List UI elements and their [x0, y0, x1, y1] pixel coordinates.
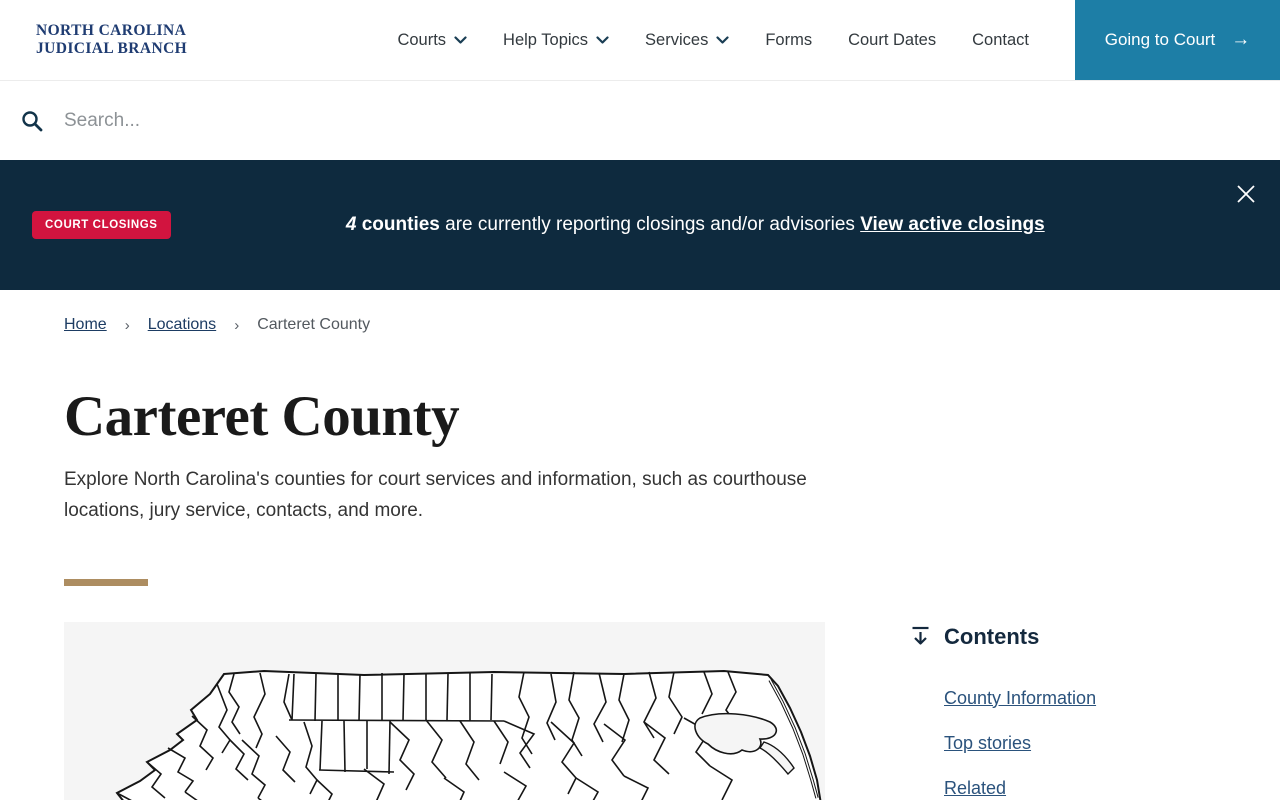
toc-link-top-stories[interactable]: Top stories: [944, 732, 1032, 753]
nav-item-services[interactable]: [645, 31, 729, 50]
court-closings-banner: [0, 160, 1280, 290]
alert-text: are currently reporting closings and/or advisories: [445, 214, 855, 235]
close-banner-button[interactable]: [1234, 182, 1258, 206]
logo-line-2: JUDICIAL BRANCH: [36, 40, 188, 57]
nav-item-contact[interactable]: [972, 31, 1029, 50]
site-header: [0, 0, 1280, 80]
nav-label: Courts: [397, 30, 447, 49]
site-logo[interactable]: [36, 22, 187, 59]
gold-divider: [64, 579, 148, 586]
court-closings-badge: COURT CLOSINGS: [32, 211, 171, 239]
breadcrumb-current: Carteret County: [257, 316, 371, 333]
contents-header: [911, 624, 1211, 650]
nav-item-help-topics[interactable]: [503, 31, 609, 50]
nc-county-map: [64, 622, 825, 800]
chevron-down-icon: [596, 36, 609, 45]
contents-links: [944, 688, 1211, 799]
breadcrumb-home[interactable]: Home: [64, 316, 107, 333]
page-description: Explore North Carolina's counties for court services and information, such as courthouse locations, jury service, contacts, and more.: [64, 469, 807, 521]
page-title: Carteret County: [64, 385, 460, 448]
nav-label: Forms: [765, 30, 813, 49]
chevron-down-icon: [716, 36, 729, 45]
contents-panel: [911, 622, 1211, 800]
alert-bold-word: counties: [361, 214, 440, 235]
going-to-court-button[interactable]: [1075, 0, 1280, 80]
search-input[interactable]: [64, 110, 964, 132]
search-icon[interactable]: [20, 109, 44, 133]
breadcrumb: [64, 316, 1280, 334]
main-nav: [397, 31, 1029, 50]
logo-line-1: NORTH CAROLINA: [36, 21, 187, 39]
nav-item-court-dates[interactable]: [848, 31, 936, 50]
jump-to-section-icon: [911, 626, 930, 647]
closing-count: 4: [345, 214, 357, 235]
nc-county-map-svg: [64, 622, 825, 800]
cta-label: Going to Court: [1104, 30, 1216, 49]
arrow-right-icon: →: [1231, 29, 1251, 50]
close-icon: [1234, 182, 1258, 206]
alert-message: [171, 214, 1280, 236]
nav-label: Contact: [972, 30, 1029, 49]
contents-heading: Contents: [944, 623, 1040, 649]
chevron-down-icon: [454, 36, 467, 45]
toc-link-county-information[interactable]: County Information: [944, 687, 1097, 708]
toc-link-related[interactable]: Related: [944, 777, 1007, 798]
nav-item-courts[interactable]: [397, 31, 467, 50]
nav-label: Court Dates: [848, 30, 937, 49]
main-content: [64, 622, 1280, 800]
search-bar: [0, 80, 1280, 160]
nav-label: Help Topics: [503, 30, 589, 49]
breadcrumb-locations[interactable]: Locations: [147, 316, 217, 333]
breadcrumb-separator: ›: [234, 316, 240, 334]
breadcrumb-separator: ›: [124, 316, 130, 334]
nav-label: Services: [645, 30, 709, 49]
nav-item-forms[interactable]: [765, 31, 812, 50]
view-active-closings-link[interactable]: View active closings: [860, 214, 1045, 235]
